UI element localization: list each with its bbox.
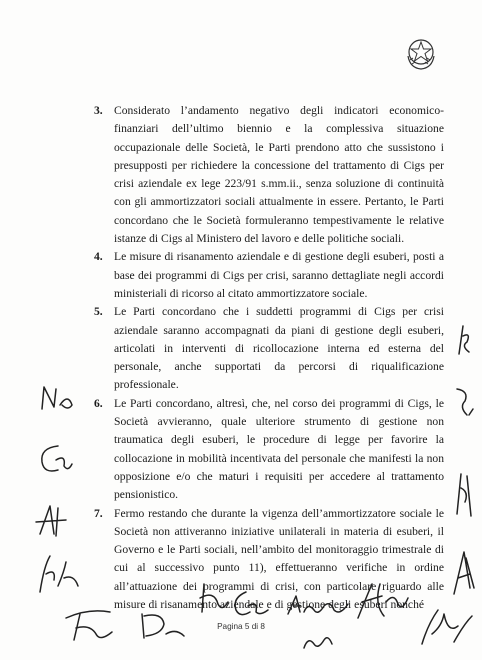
numbered-list xyxy=(94,102,444,614)
item-text: Considerato l’andamento negativo degli indicatori economico-finanziari dell’ultimo biennio e la complessiva situazione occupazionale delle Società, le Parti prendono atto che sussistono i presupposti per richiedere la concessione del trattamento di Cigs per crisi aziendale ex lege 223/91 s.mm.ii., senza soluzione di continuità con gli ammortizzatori sociali attualmente in essere. Pertanto, le Parti concordano che le Società formuleranno tempestivamente le relative istanze di Cigs al Ministero del lavoro e delle politiche sociali. xyxy=(114,104,444,246)
item-text: Le Parti concordano che i suddetti programmi di Cigs per crisi aziendale saranno accompagnati da piani di gestione degli esuberi, articolati in interventi di ricollocazione interna ed esterna del personale, anche supportati da percorsi di riqualificazione professionale. xyxy=(114,305,444,392)
signature xyxy=(228,588,272,624)
signature xyxy=(34,552,84,596)
signature xyxy=(455,322,475,358)
item-number: 5. xyxy=(94,305,103,319)
signature xyxy=(38,383,78,413)
signature xyxy=(284,592,354,620)
item-text: Le misure di risanamento aziendale e di gestione degli esuberi, posti a base dei programmi di Cigs per crisi, saranno dettagliate negli accordi ministeriali di ricorso al citato ammortizzatore sociale. xyxy=(114,250,444,300)
signature xyxy=(60,598,120,644)
signature xyxy=(450,548,478,598)
item-number: 3. xyxy=(94,104,103,117)
item-text: Le Parti concordano, altresì, che, nel corso dei programmi di Cigs, le Società avvieranno, quale ulteriore strumento di gestione non traumatica degli esuberi, le procedure di legge per favorire la collocazione in mobilità incentivata del personale che manifesti la non opposizione e/o che maturi i requisiti per accedere al trattamento pensionistico. xyxy=(114,396,444,502)
item-text: Fermo restando che durante la vigenza dell’ammortizzatore sociale le Società non attiveranno iniziative unilaterali in materia di esuberi, il Governo e le Parti sociali, nell’ambito del monitoraggio trimestrale di cui al successivo punto 11), effettueranno verifiche in ordine all’attuazione dei programmi di crisi, con particolare riguardo alle misure di risanamento aziendale e di gestione degli esuberi nonché xyxy=(114,506,444,612)
page-number: Pagina 5 di 8 xyxy=(217,622,265,631)
signature xyxy=(34,440,74,480)
signature xyxy=(455,468,475,518)
item-number: 4. xyxy=(94,250,103,264)
italian-republic-emblem xyxy=(404,36,438,72)
item-number: 6. xyxy=(94,396,103,410)
signature xyxy=(352,578,412,622)
item-number: 7. xyxy=(94,506,103,520)
signature xyxy=(196,580,232,618)
list-item-4 xyxy=(94,248,444,303)
list-item-6 xyxy=(94,395,444,505)
signature xyxy=(32,500,72,540)
list-item-3 xyxy=(94,102,444,248)
signature xyxy=(455,385,475,421)
signature xyxy=(300,630,336,652)
list-item-5 xyxy=(94,303,444,394)
